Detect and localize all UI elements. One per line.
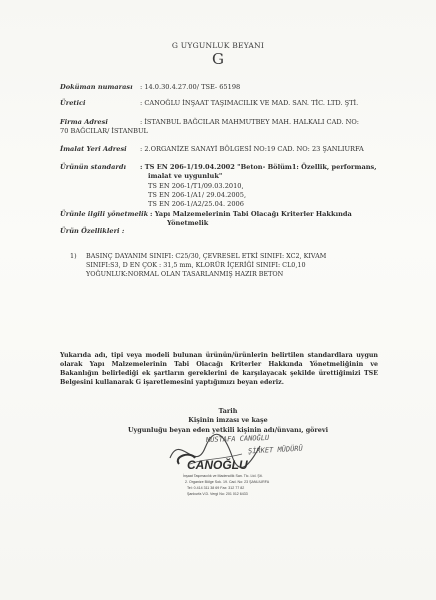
doc-number-label: Doküman numarası (60, 83, 133, 91)
property-index: 1) (70, 252, 77, 260)
regulation-value: : Yapı Malzemelerinin Tabi Olacağı Kriterler Hakkında (150, 210, 352, 218)
standard-line: TS EN 206-1/A2/25.04. 2006 (148, 200, 244, 208)
firm-address-value-cont: 70 BAĞCILAR/ İSTANBUL (60, 127, 148, 135)
stamp-line: 2. Organize Bölge Sok. 19. Cad. No: 23 ŞANLIURFA (185, 480, 270, 484)
canoglu-logo-icon (165, 452, 285, 474)
property-line: BASINÇ DAYANIM SINIFI: C25/30, ÇEVRESEL ETKİ SINIFI: XC2, KIVAM (86, 252, 327, 260)
property-line: YOĞUNLUK:NORMAL OLAN TASARLANMIŞ HAZIR BETON (86, 270, 284, 278)
firm-address-value: : İSTANBUL BAĞCILAR MAHMUTBEY MAH. HALKALI CAD. NO: (140, 118, 359, 126)
properties-label: Ürün Özellikleri : (60, 227, 125, 235)
factory-address-label: İmalat Yeri Adresi (60, 145, 127, 153)
declarant-label: Uygunluğu beyan eden yetkili kişinin adı/ünvanı, görevi (127, 426, 329, 434)
regulation-label: Ürünle ilgili yönetmelik (60, 210, 149, 218)
stamp-line: Tel: 0.414 311 38 69 Fax: 312 77 82 (187, 486, 245, 490)
handwritten-name: MUSTAFA CANOĞLU (205, 433, 270, 445)
stamp-line: İnşaat Taşımacılık ve Madencilik San. Tic. Ltd. Şti. (183, 474, 263, 478)
standard-line: TS EN 206-1/A1/ 29.04.2005, (148, 191, 247, 199)
handwritten-title: ŞİRKET MÜDÜRÜ (247, 444, 303, 456)
svg-text:CANOĞLU: CANOĞLU (187, 458, 248, 472)
doc-number-value: : 14.0.30.4.27.00/ TSE- 65198 (140, 83, 241, 91)
stamp-line: Şanlıurfa V.D. Vergi No: 201 012 6433 (187, 492, 248, 496)
factory-address-value: : 2.ORGANİZE SANAYİ BÖLGESİ NO:19 CAD. NO: 23 ŞANLIURFA (140, 145, 364, 153)
company-stamp (165, 452, 285, 507)
declaration-paragraph: Yukarıda adı, tipi veya modeli bulunan ürünün/ürünlerin belirtilen standardlara uygun olarak Yapı Malzemelerinin Tabi Olacağı Kriterler Hakkında Yönetmeliğinin ve Bakanlığın belirlediği ek şartların gereklerini de karşılayacak şekilde ürettiğimizi TSE Belgesini kullanarak G işaretlemesini yaptığımızı beyan ederiz. (60, 352, 378, 386)
regulation-value-cont: Yönetmelik (167, 219, 209, 227)
date-label: Tarih (218, 407, 238, 415)
standard-line: : TS EN 206-1/19.04.2002 "Beton- Bölüm1: Özellik, performans, (140, 163, 377, 171)
producer-label: Üretici (60, 99, 86, 107)
producer-value: : CANOĞLU İNŞAAT TAŞIMACILIK VE MAD. SAN. TİC. LTD. ŞTİ. (140, 99, 359, 107)
firm-address-label: Firma Adresi (60, 118, 108, 126)
standard-label: Ürünün standardı (60, 163, 126, 171)
sign-stamp-label: Kişinin imzası ve kaşe (188, 416, 268, 424)
document-title: G UYGUNLUK BEYANI (171, 41, 265, 50)
standard-line: TS EN 206-1/T1/09.03.2010, (148, 182, 244, 190)
conformity-mark: G (212, 50, 224, 68)
property-line: SINIFI:S3, D EN ÇOK : 31,5 mm, KLORÜR İÇERİĞİ SINIFI: CL0,10 (86, 261, 306, 269)
standard-line: imalat ve uygunluk" (148, 172, 223, 180)
